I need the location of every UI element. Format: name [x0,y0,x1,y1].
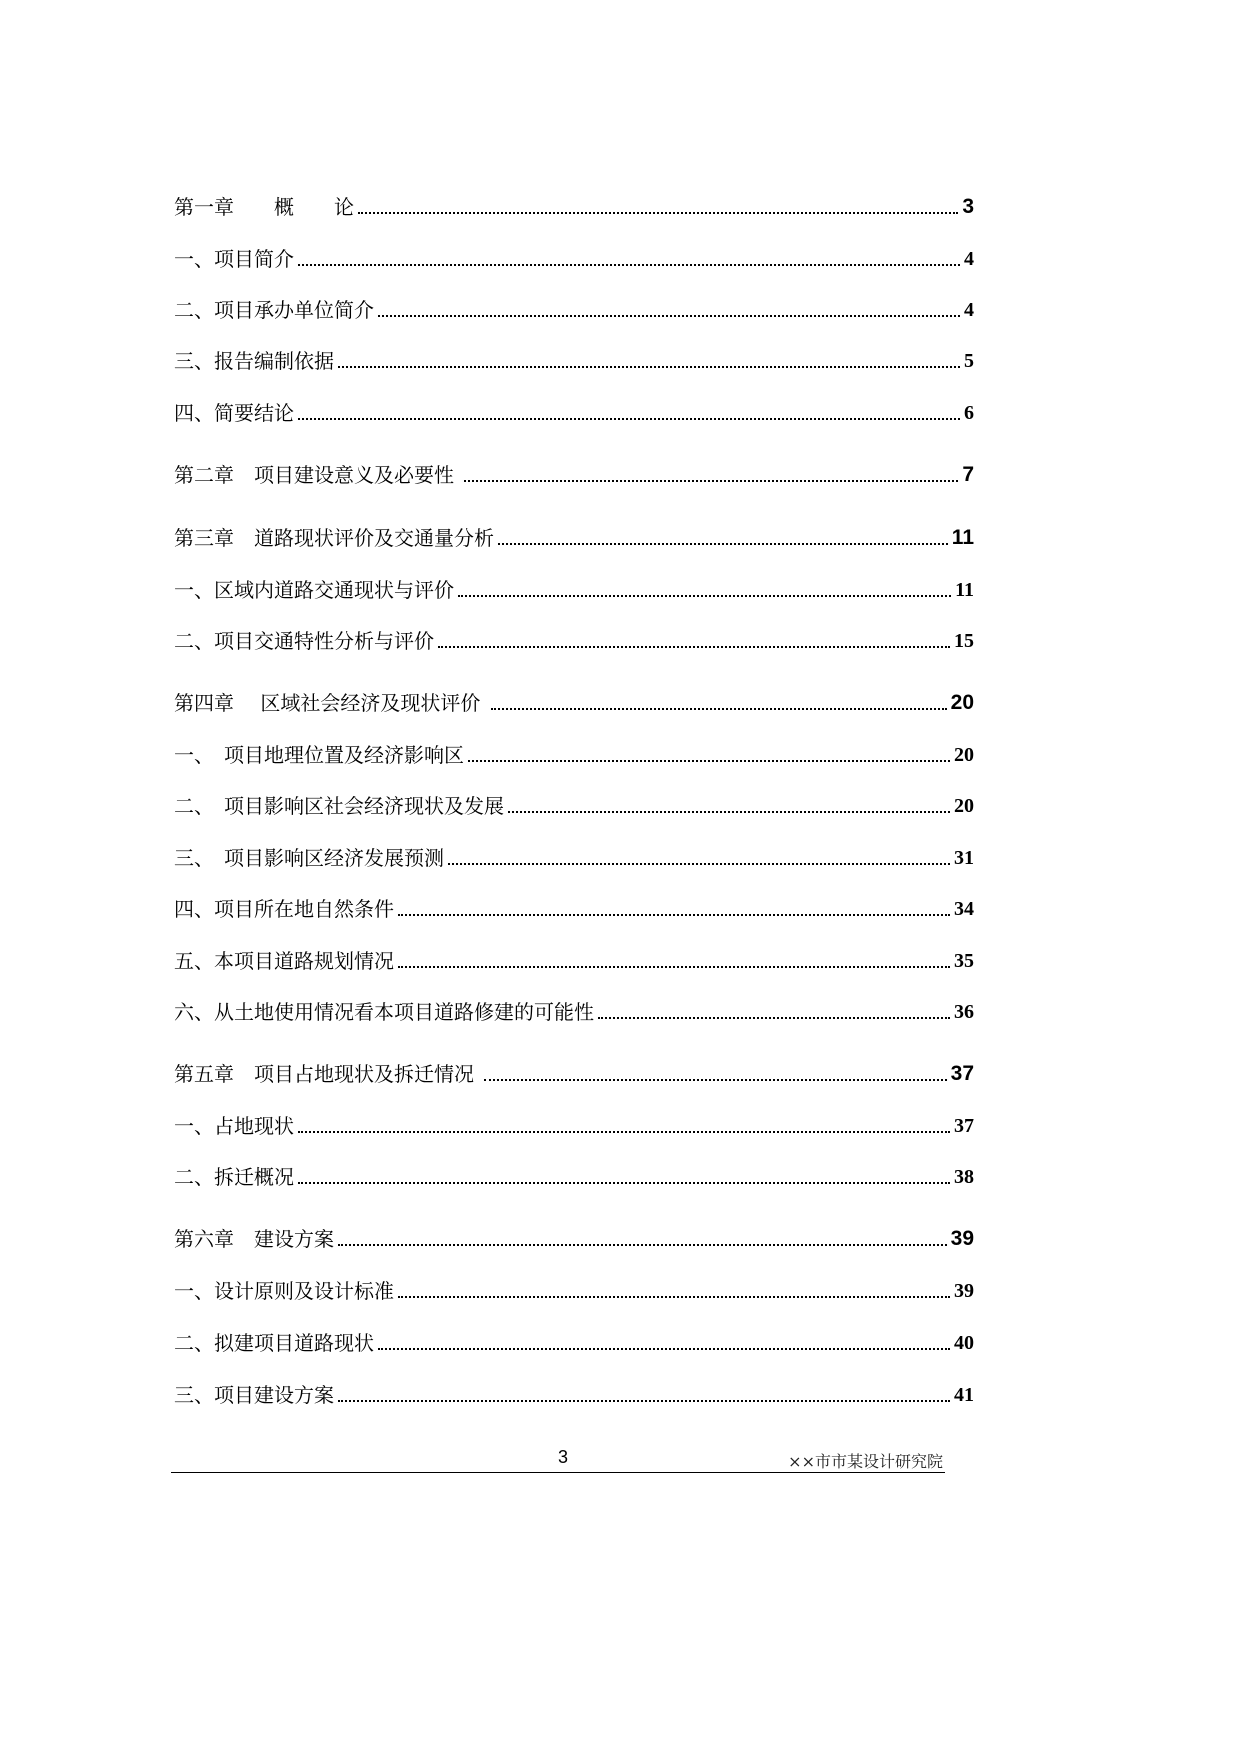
toc-entry-label: 二、项目承办单位简介 [174,298,374,322]
toc-entry-page-number: 11 [955,579,974,601]
toc-entry-page-number: 3 [962,195,974,218]
toc-chapter-entry[interactable] [174,458,974,490]
toc-entry-label: 一、占地现状 [174,1114,294,1138]
toc-entry-page-number: 39 [954,1280,974,1302]
toc-dot-leader [484,1079,946,1081]
toc-section-entry[interactable] [174,789,974,821]
toc-section-entry[interactable] [174,242,974,274]
toc-section-entry[interactable] [174,944,974,976]
toc-section-entry[interactable] [174,344,974,376]
toc-section-entry[interactable] [174,738,974,770]
toc-entry-page-number: 7 [962,463,974,486]
toc-dot-leader [298,1182,950,1184]
toc-entry-label: 一、 项目地理位置及经济影响区 [174,743,464,767]
toc-dot-leader [491,708,947,710]
toc-entry-page-number: 34 [954,898,974,920]
toc-chapter-entry[interactable] [174,686,974,718]
toc-section-entry[interactable] [174,1274,974,1306]
toc-entry-label: 二、拟建项目道路现状 [174,1331,374,1355]
toc-entry-page-number: 5 [964,350,974,372]
toc-chapter-entry[interactable] [174,1222,974,1254]
toc-dot-leader [468,760,950,762]
toc-section-entry[interactable] [174,841,974,873]
toc-entry-label: 一、区域内道路交通现状与评价 [174,578,454,602]
toc-entry-label: 四、项目所在地自然条件 [174,897,394,921]
toc-dot-leader [498,543,948,545]
toc-section-entry[interactable] [174,293,974,325]
toc-dot-leader [338,366,960,368]
toc-entry-label: 三、项目建设方案 [174,1383,334,1407]
footer-rule [171,1472,945,1473]
toc-dot-leader [298,418,960,420]
toc-entry-label: 五、本项目道路规划情况 [174,949,394,973]
toc-entry-label: 第三章 道路现状评价及交通量分析 [174,526,494,550]
toc-chapter-entry[interactable] [174,1057,974,1089]
toc-dot-leader [598,1017,950,1019]
toc-entry-page-number: 39 [950,1227,974,1250]
footer-page-number: 3 [558,1447,569,1467]
toc-entry-label: 二、拆迁概况 [174,1165,294,1189]
toc-entry-label: 三、 项目影响区经济发展预测 [174,846,444,870]
toc-dot-leader [398,914,950,916]
toc-entry-page-number: 37 [950,1062,974,1085]
toc-section-entry[interactable] [174,995,974,1027]
toc-section-entry[interactable] [174,1326,974,1358]
toc-entry-label: 第二章 项目建设意义及必要性 [174,463,461,487]
toc-entry-label: 第五章 项目占地现状及拆迁情况 [174,1062,481,1086]
toc-entry-label: 六、从土地使用情况看本项目道路修建的可能性 [174,1000,594,1024]
toc-dot-leader [448,863,950,865]
toc-entry-page-number: 40 [954,1332,974,1354]
toc-dot-leader [458,595,951,597]
toc-entry-page-number: 31 [954,847,974,869]
toc-entry-page-number: 38 [954,1166,974,1188]
toc-section-entry[interactable] [174,624,974,656]
toc-entry-page-number: 20 [954,744,974,766]
toc-dot-leader [508,811,950,813]
toc-entry-label: 一、项目简介 [174,247,294,271]
toc-chapter-entry[interactable] [174,521,974,553]
toc-entry-label: 第四章 区域社会经济及现状评价 [174,691,487,715]
toc-entry-label: 一、设计原则及设计标准 [174,1279,394,1303]
footer-organization: ××市市某设计研究院 [788,1452,943,1471]
toc-section-entry[interactable] [174,1378,974,1410]
toc-dot-leader [338,1244,947,1246]
toc-dot-leader [398,966,950,968]
toc-dot-leader [338,1400,950,1402]
toc-section-entry[interactable] [174,1160,974,1192]
toc-dot-leader [464,480,958,482]
toc-entry-label: 四、简要结论 [174,401,294,425]
toc-entry-label: 三、报告编制依据 [174,349,334,373]
toc-entry-label: 第一章 概 论 [174,195,354,219]
toc-section-entry[interactable] [174,892,974,924]
toc-dot-leader [438,646,950,648]
toc-entry-page-number: 36 [954,1001,974,1023]
toc-dot-leader [378,1348,950,1350]
toc-entry-page-number: 20 [950,691,974,714]
toc-entry-page-number: 37 [954,1115,974,1137]
toc-entry-page-number: 41 [954,1384,974,1406]
toc-entry-label: 二、项目交通特性分析与评价 [174,629,434,653]
toc-chapter-entry[interactable] [174,190,974,222]
toc-dot-leader [298,264,960,266]
toc-entry-page-number: 15 [954,630,974,652]
toc-section-entry[interactable] [174,396,974,428]
toc-entry-page-number: 4 [964,248,974,270]
toc-entry-label: 二、 项目影响区社会经济现状及发展 [174,794,504,818]
toc-section-entry[interactable] [174,573,974,605]
toc-dot-leader [358,212,958,214]
toc-dot-leader [378,315,960,317]
toc-section-entry[interactable] [174,1109,974,1141]
toc-dot-leader [398,1296,950,1298]
toc-entry-page-number: 20 [954,795,974,817]
toc-entry-page-number: 6 [964,402,974,424]
toc-entry-page-number: 11 [951,526,974,549]
toc-entry-page-number: 4 [964,299,974,321]
toc-dot-leader [298,1131,950,1133]
toc-entry-page-number: 35 [954,950,974,972]
toc-entry-label: 第六章 建设方案 [174,1227,334,1251]
